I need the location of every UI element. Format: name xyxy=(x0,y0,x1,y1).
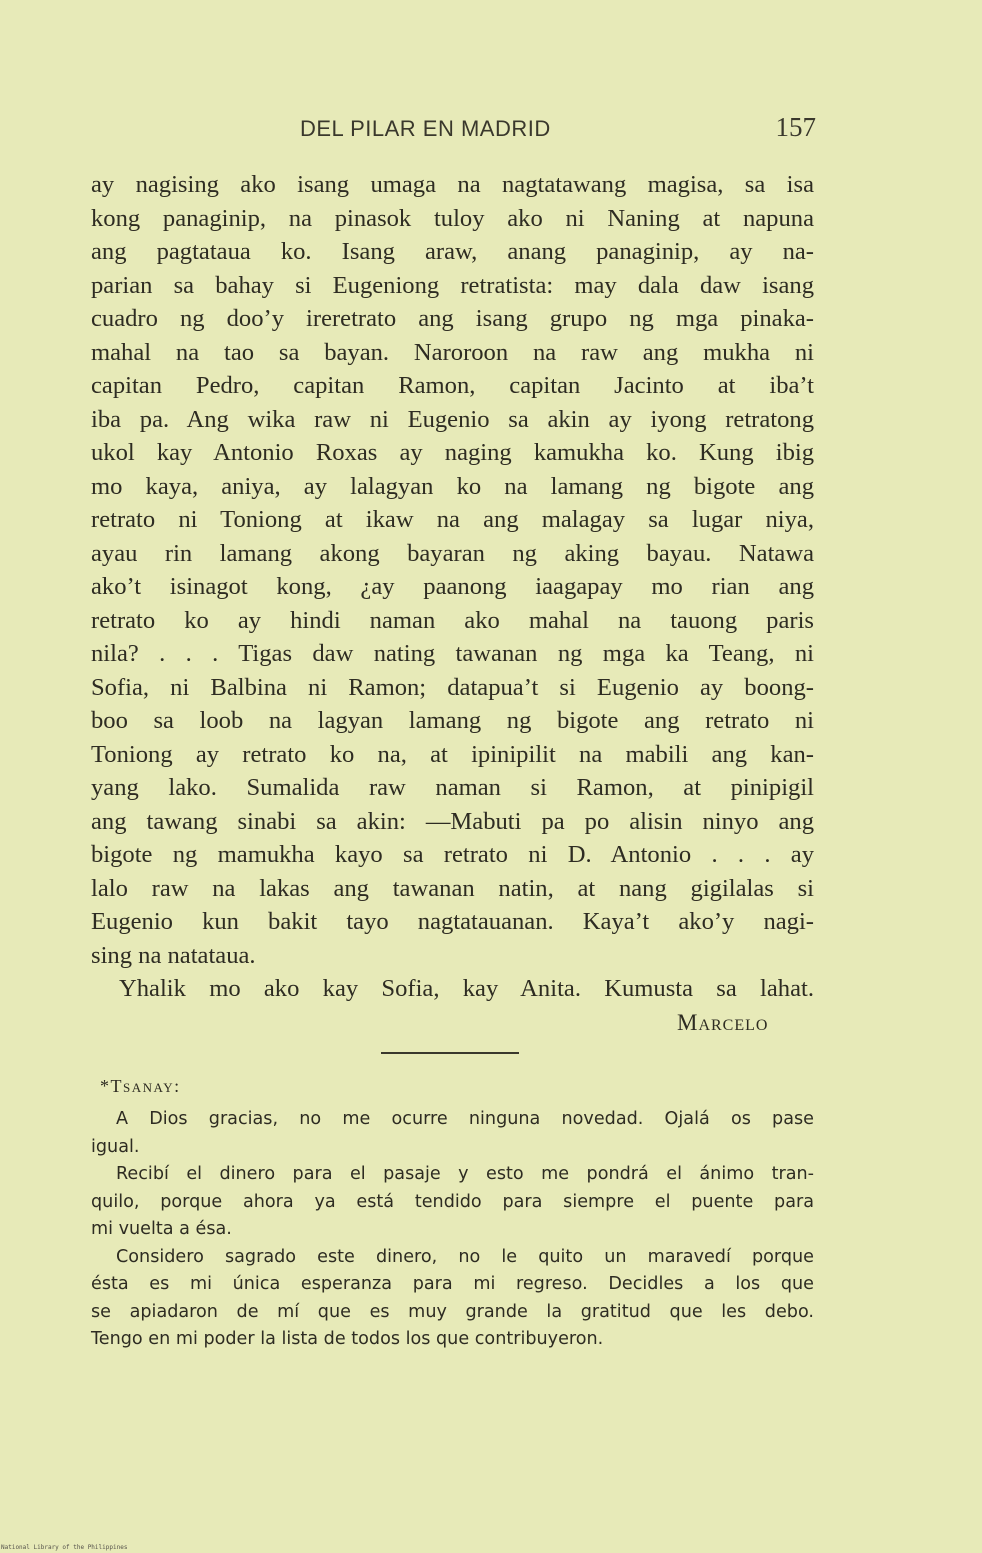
body-line: retrato ko ay hindi naman ako mahal na tauong paris xyxy=(91,606,814,634)
library-credit: National Library of the Philippines xyxy=(1,1544,128,1551)
body-line: ako’t isinagot kong, ¿ay paanong iaagapay mo rian ang xyxy=(91,573,814,600)
body-line: ang tawang sinabi sa akin: —Mabuti pa po alisin ninyo ang xyxy=(91,807,814,835)
footnote-line: Considero sagrado este dinero, no le quito un maravedí porque xyxy=(116,1246,814,1267)
body-line: kong panaginip, na pinasok tuloy ako ni Naning at napuna xyxy=(91,204,814,232)
footnote-line: Recibí el dinero para el pasaje y esto me pondrá el ánimo tran- xyxy=(116,1164,814,1184)
signature: Marcelo xyxy=(677,1010,769,1035)
footnote-label: *Tsanay: xyxy=(100,1076,181,1096)
body-line: cuadro ng doo’y ireretrato ang isang grupo ng mga pinaka- xyxy=(91,305,814,332)
body-line: mo kaya, aniya, ay lalagyan ko na lamang ng bigote ang xyxy=(91,472,814,500)
body-line: capitan Pedro, capitan Ramon, capitan Jacinto at iba’t xyxy=(91,372,814,399)
footnote-line: mi vuelta a ésa. xyxy=(91,1219,232,1239)
body-line: retrato ni Toniong at ikaw na ang malagay sa lugar niya, xyxy=(91,506,814,533)
body-line: nila? . . . Tigas daw nating tawanan ng mga ka Teang, ni xyxy=(91,640,814,667)
body-line: ukol kay Antonio Roxas ay naging kamukha ko. Kung ibig xyxy=(91,439,814,466)
running-head xyxy=(91,112,816,148)
running-title: DEL PILAR EN MADRID xyxy=(300,116,551,141)
body-line: lalo raw na lakas ang tawanan natin, at nang gigilalas si xyxy=(91,874,814,902)
footnote-text xyxy=(91,1106,814,1354)
body-line: iba pa. Ang wika raw ni Eugenio sa akin ay iyong retratong xyxy=(91,405,814,433)
body-line: bigote ng mamukha kayo sa retrato ni D. Antonio . . . ay xyxy=(91,841,814,868)
footnote-line: se apiadaron de mí que es muy grande la gratitud que les debo. xyxy=(91,1301,814,1322)
footnote-line: ésta es mi única esperanza para mi regreso. Decidles a los que xyxy=(91,1274,814,1294)
body-line: Toniong ay retrato ko na, at ipinipilit na mabili ang kan- xyxy=(91,740,814,768)
footnote-line: A Dios gracias, no me ocurre ninguna novedad. Ojalá os pase xyxy=(116,1109,814,1129)
closing-line: Yhalik mo ako kay Sofia, kay Anita. Kumusta sa lahat. xyxy=(119,975,814,1002)
body-line: parian sa bahay si Eugeniong retratista: may dala daw isang xyxy=(91,271,814,299)
footnote-divider xyxy=(381,1052,519,1054)
body-line: ang pagtataua ko. Isang araw, anang panaginip, ay na- xyxy=(91,238,814,265)
body-line: mahal na tao sa bayan. Naroroon na raw ang mukha ni xyxy=(91,338,814,366)
footnote-line: quilo, porque ahora ya está tendido para siempre el puente para xyxy=(91,1191,814,1212)
body-line: boo sa loob na lagyan lamang ng bigote ang retrato ni xyxy=(91,707,814,734)
body-line: ayau rin lamang akong bayaran ng aking bayau. Natawa xyxy=(91,539,814,567)
body-line: ay nagising ako isang umaga na nagtatawang magisa, sa isa xyxy=(91,171,814,198)
footnote-line: igual. xyxy=(91,1136,140,1157)
body-line: Eugenio kun bakit tayo nagtatauanan. Kaya’t ako’y nagi- xyxy=(91,908,814,935)
footnote-line: Tengo en mi poder la lista de todos los que contribuyeron. xyxy=(91,1329,604,1349)
body-line: Sofia, ni Balbina ni Ramon; datapua’t si Eugenio ay boong- xyxy=(91,673,814,701)
page-number: 157 xyxy=(775,112,816,142)
letter-body xyxy=(91,168,814,1006)
body-line: sing na natataua. xyxy=(91,941,256,969)
body-line: yang lako. Sumalida raw naman si Ramon, at pinipigil xyxy=(91,774,814,801)
